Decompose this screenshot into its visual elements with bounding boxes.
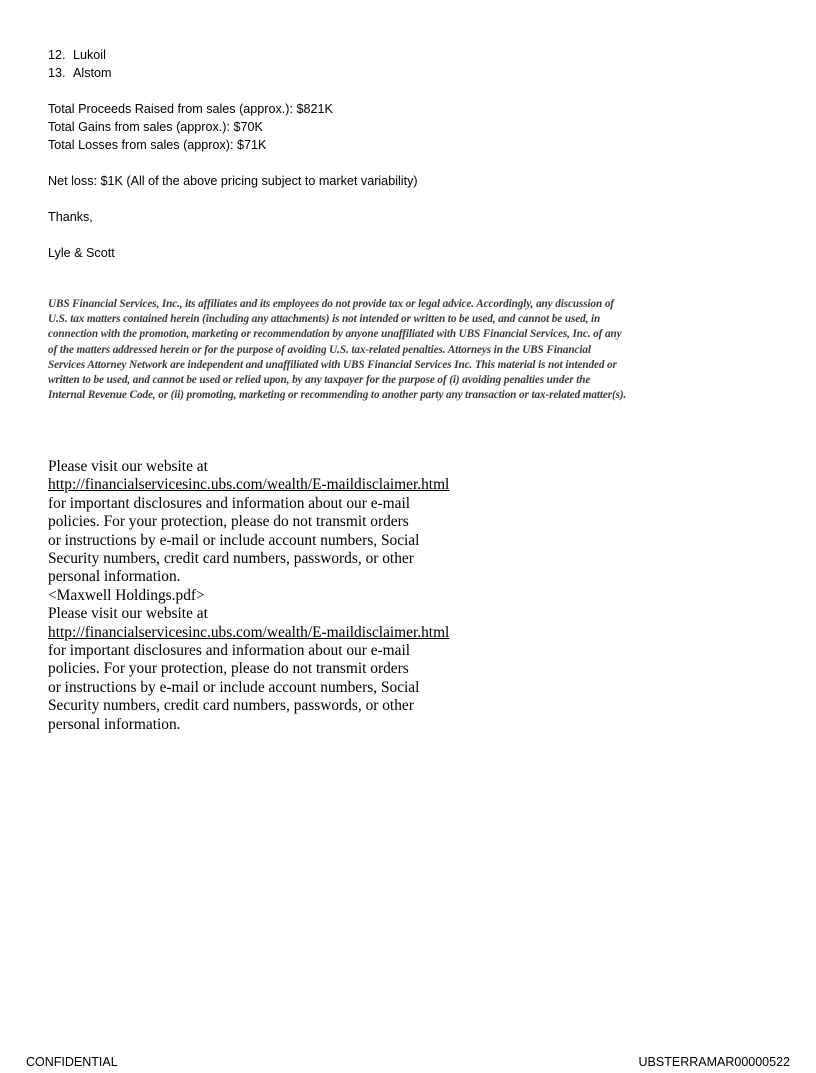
- website-visit-text: Please visit our website at: [48, 458, 208, 475]
- legal-disclaimer-line: UBS Financial Services, Inc., its affiliates and its employees do not provide tax or legal advice. Accordingly, any discussion of: [48, 298, 614, 310]
- disclaimer-text-line: Security numbers, credit card numbers, passwords, or other: [48, 550, 414, 568]
- list-item-number: 12.: [48, 48, 66, 62]
- disclaimer-text-line: Security numbers, credit card numbers, passwords, or other: [48, 697, 414, 715]
- list-item-name: Lukoil: [73, 48, 106, 62]
- thanks-text: Thanks,: [48, 210, 93, 224]
- list-item-name: Alstom: [73, 66, 112, 80]
- attachment-name[interactable]: <Maxwell Holdings.pdf>: [48, 586, 205, 604]
- legal-disclaimer-line: Services Attorney Network are independent and unaffiliated with UBS Financial Services Inc. This material is not intended or: [48, 358, 617, 371]
- disclaimer-text-line: for important disclosures and information about our e-mail: [48, 642, 411, 660]
- disclaimer-text-line: personal information.: [48, 568, 181, 586]
- bates-number: UBSTERRAMAR00000522: [638, 1055, 790, 1069]
- email-body: [48, 46, 768, 262]
- total-losses: Total Losses from sales (approx): $71K: [48, 138, 267, 152]
- legal-disclaimer-line: connection with the promotion, marketing or recommendation by anyone unaffiliated with UBS Financial Services, Inc. of any: [48, 328, 622, 341]
- confidential-label: CONFIDENTIAL: [26, 1055, 118, 1069]
- legal-disclaimer: [48, 297, 772, 403]
- disclaimer-text-line: policies. For your protection, please do not transmit orders: [48, 660, 409, 678]
- legal-disclaimer-line: of the matters addressed herein or for the purpose of avoiding U.S. tax-related penalties. Attorneys in the UBS Financial: [48, 343, 591, 356]
- disclaimer-text-line: or instructions by e-mail or include account numbers, Social: [48, 678, 420, 696]
- disclaimer-text-line: or instructions by e-mail or include account numbers, Social: [48, 531, 420, 549]
- list-item: [48, 46, 768, 64]
- legal-disclaimer-line: written to be used, and cannot be used or relied upon, by any taxpayer for the purpose of (i) avoiding penalties under the: [48, 374, 591, 387]
- disclaimer-link[interactable]: http://financialservicesinc.ubs.com/wealth/E-maildisclaimer.html: [48, 623, 450, 641]
- signature: Lyle & Scott: [48, 246, 115, 260]
- disclaimer-text-line: policies. For your protection, please do not transmit orders: [48, 513, 409, 531]
- disclaimer-link[interactable]: http://financialservicesinc.ubs.com/wealth/E-maildisclaimer.html: [48, 476, 450, 494]
- disclaimer-text-line: for important disclosures and information about our e-mail: [48, 494, 411, 512]
- net-loss: Net loss: $1K (All of the above pricing subject to market variability): [48, 174, 418, 188]
- total-gains: Total Gains from sales (approx.): $70K: [48, 120, 263, 134]
- legal-disclaimer-line: U.S. tax matters contained herein (including any attachments) is not intended or written to be used, and cannot be used, in: [48, 313, 601, 326]
- disclaimer-text-line: personal information.: [48, 715, 181, 733]
- email-disclaimer-footer: [48, 458, 548, 734]
- list-item-number: 13.: [48, 66, 66, 80]
- total-proceeds: Total Proceeds Raised from sales (approx.): $821K: [48, 102, 333, 116]
- list-item: [48, 64, 768, 82]
- legal-disclaimer-line: Internal Revenue Code, or (ii) promoting, marketing or recommending to another party any transaction or tax-related matter(s).: [48, 389, 627, 402]
- website-visit-text: Please visit our website at: [48, 605, 208, 623]
